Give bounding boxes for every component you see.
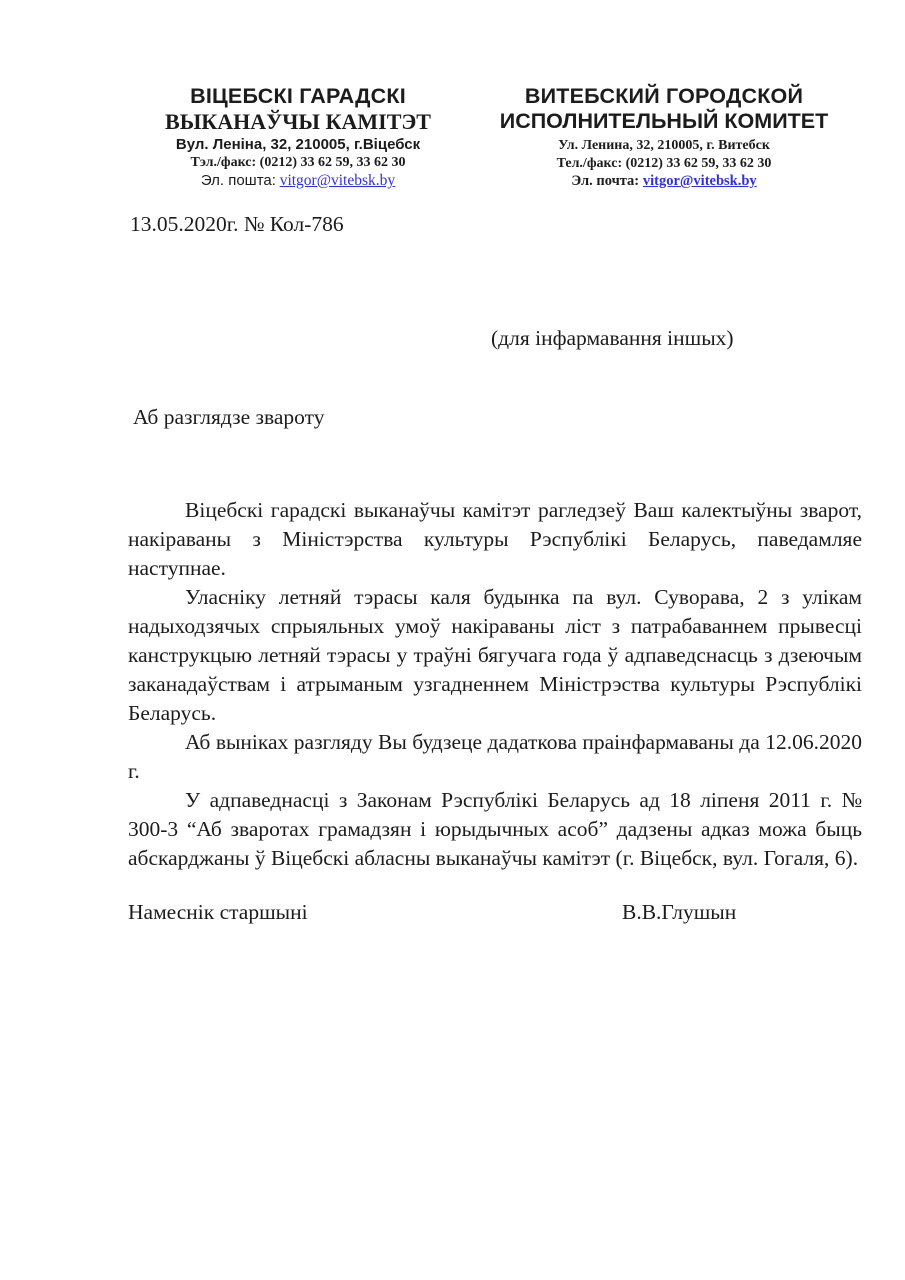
subject-line: Аб разглядзе звароту	[133, 405, 325, 429]
email-link-ru[interactable]: vitgor@vitebsk.by	[642, 173, 757, 189]
org-name-line1-ru: ВИТЕБСКИЙ ГОРОДСКОЙ	[524, 84, 804, 108]
org-phone-ru: Тел./факс: (0212) 33 62 59, 33 62 30	[556, 156, 772, 171]
org-address-by: Вул. Леніна, 32, 210005, г.Віцебск	[175, 136, 421, 153]
paragraph-2: Уласніку летняй тэрасы каля будынка па вул. Суворава, 2 з улікам надыходзячых спрыяльных умоў накіраваны ліст з патрабаваннем прывесці канструкцыю летняй тэрасы у траўні бягучага года ў адпаведснасць з дзеючым заканадаўствам і атрыманым узгадненнем Міністрэства культуры Рэспублікі Беларусь.	[128, 585, 862, 725]
org-name-line2-by: ВЫКАНАЎЧЫ КАМІТЭТ	[165, 109, 431, 134]
recipient-note: (для інфармавання іншых)	[491, 326, 734, 350]
email-label-by: Эл. пошта:	[200, 172, 276, 189]
org-name-line2-ru: ИСПОЛНИТЕЛЬНЫЙ КОМИТЕТ	[499, 109, 829, 133]
email-link-by[interactable]: vitgor@vitebsk.by	[279, 172, 396, 189]
paragraph-4: У адпаведнасці з Законам Рэспублікі Беларусь ад 18 ліпеня 2011 г. № 300-3 “Аб зваротах грамадзян і юрыдычных асоб” дадзены адказ можа быць абскарджаны ў Віцебскі абласны выканаўчы камітэт (г. Віцебск, вул. Гогаля, 6).	[128, 788, 862, 870]
signer-position: Намеснік старшыні	[128, 900, 308, 924]
email-label-ru: Эл. почта:	[571, 173, 640, 189]
org-email-line-ru	[475, 172, 853, 191]
org-phone-by: Тэл./факс: (0212) 33 62 59, 33 62 30	[190, 155, 406, 170]
org-name-line1-by: ВІЦЕБСКІ ГАРАДСКІ	[190, 84, 406, 108]
letter-body	[128, 496, 862, 873]
paragraph-3: Аб выніках разгляду Вы будзеце дадаткова праінфармаваны да 12.06.2020 г.	[128, 730, 862, 783]
signer-name: В.В.Глушын	[622, 900, 737, 924]
org-address-ru: Ул. Ленина, 32, 210005, г. Витебск	[558, 138, 770, 153]
org-email-line-by	[128, 171, 468, 191]
letterhead-russian	[475, 84, 853, 191]
reference-date-number: 13.05.2020г. № Кол-786	[130, 212, 344, 236]
paragraph-1: Віцебскі гарадскі выканаўчы камітэт рагледзеў Ваш калектыўны зварот, накіраваны з Міністэрства культуры Рэспублікі Беларусь, паведамляе наступнае.	[128, 498, 862, 580]
letterhead-belarusian	[128, 84, 468, 191]
